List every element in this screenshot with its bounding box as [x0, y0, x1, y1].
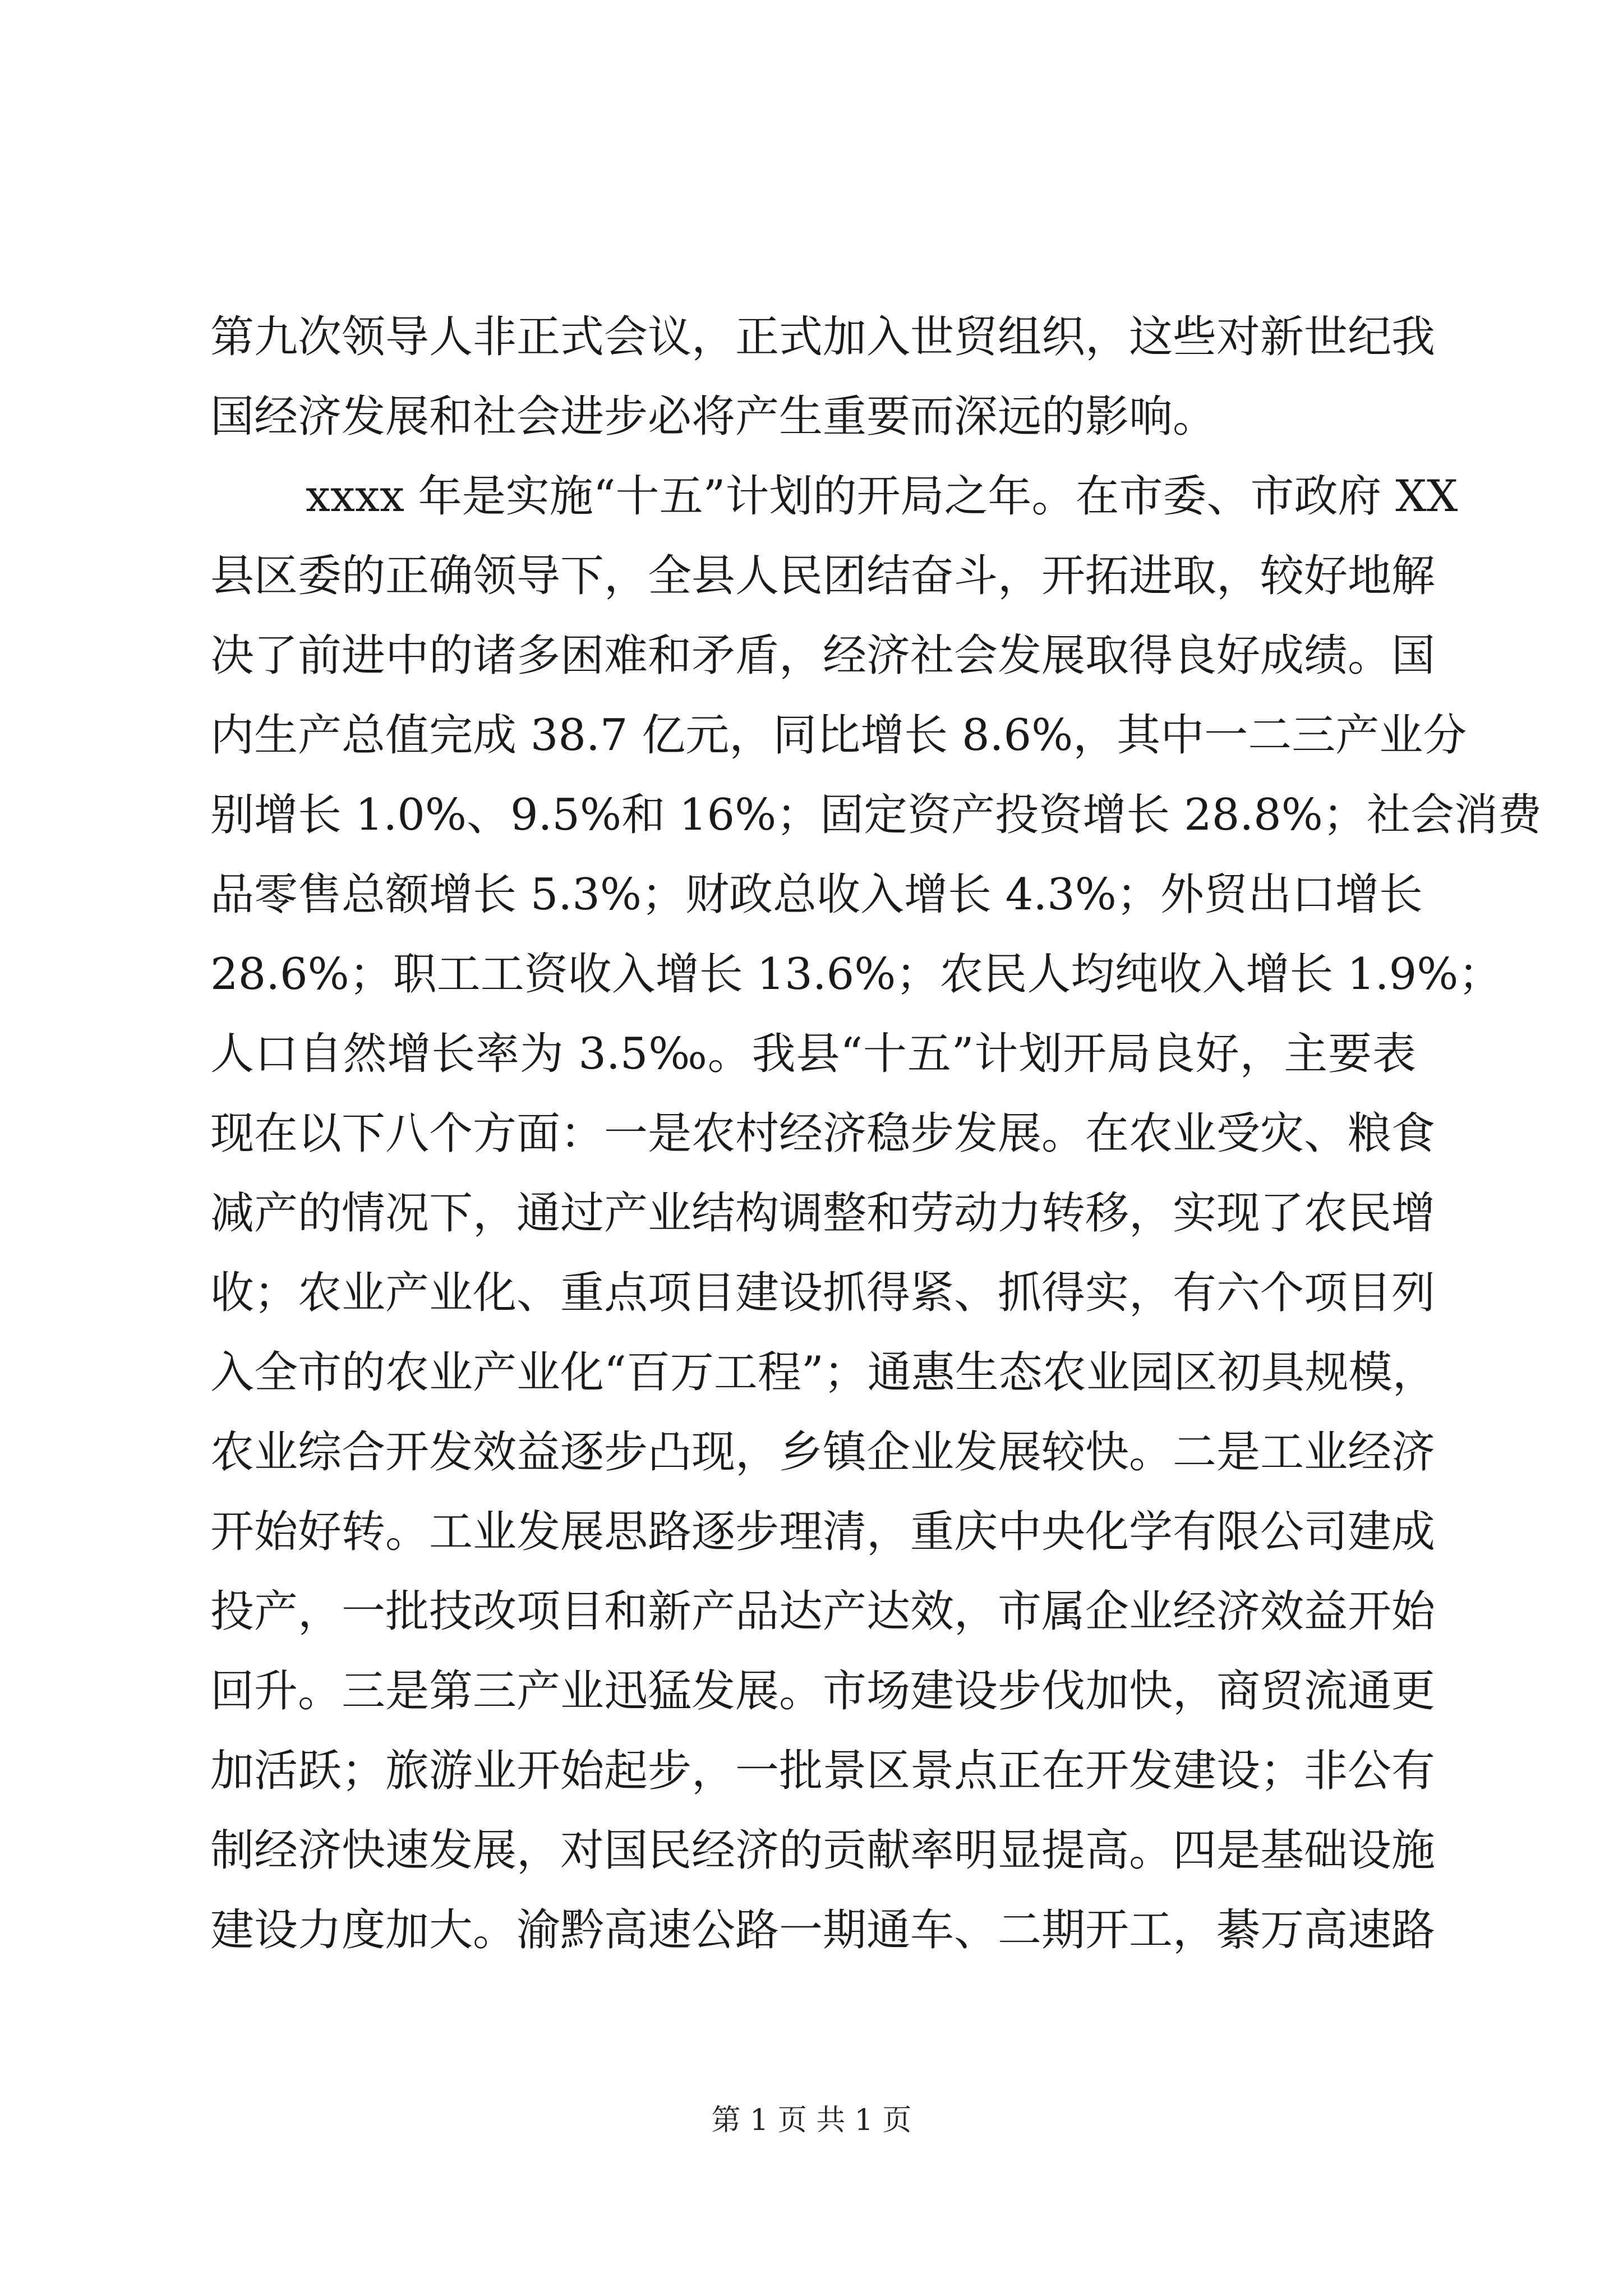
text-line: 第九次领导人非正式会议，正式加入世贸组织，这些对新世纪我: [210, 312, 1436, 362]
text-line: 28.6%；职工工资收入增长 13.6%；农民人均纯收入增长 1.9%；: [210, 949, 1502, 1000]
text-line: 投产，一批技改项目和新产品达产达效，市属企业经济效益开始: [210, 1586, 1436, 1637]
text-line: 建设力度加大。渝黔高速公路一期通车、二期开工，綦万高速路: [210, 1905, 1436, 1955]
text-line: 开始好转。工业发展思路逐步理清，重庆中央化学有限公司建成: [210, 1507, 1436, 1557]
text-line: 决了前进中的诸多困难和矛盾，经济社会发展取得良好成绩。国: [210, 631, 1436, 681]
text-line: 农业综合开发效益逐步凸现，乡镇企业发展较快。二是工业经济: [210, 1427, 1436, 1478]
text-line: 制经济快速发展，对国民经济的贡献率明显提高。四是基础设施: [210, 1825, 1436, 1876]
text-line: 县区委的正确领导下，全县人民团结奋斗，开拓进取，较好地解: [210, 551, 1436, 601]
text-line: 现在以下八个方面：一是农村经济稳步发展。在农业受灾、粮食: [210, 1108, 1436, 1159]
text-line: 加活跃；旅游业开始起步，一批景区景点正在开发建设；非公有: [210, 1746, 1436, 1796]
text-line: 减产的情况下，通过产业结构调整和劳动力转移，实现了农民增: [210, 1188, 1436, 1239]
text-line: 内生产总值完成 38.7 亿元，同比增长 8.6%，其中一二三产业分: [210, 710, 1467, 761]
text-line: 品零售总额增长 5.3%；财政总收入增长 4.3%；外贸出口增长: [210, 869, 1423, 920]
text-line: 别增长 1.0%、9.5%和 16%；固定资产投资增长 28.8%；社会消费: [210, 790, 1542, 840]
text-line: 国经济发展和社会进步必将产生重要而深远的影响。: [210, 392, 1217, 442]
text-line: 入全市的农业产业化“百万工程”；通惠生态农业园区初具规模，: [210, 1347, 1436, 1398]
page-number-footer: 第 1 页 共 1 页: [711, 2104, 912, 2137]
text-line: 回升。三是第三产业迅猛发展。市场建设步伐加快，商贸流通更: [210, 1666, 1436, 1717]
body-text: [210, 297, 1542, 1970]
text-line: xxxx 年是实施“十五”计划的开局之年。在市委、市政府 XX: [306, 471, 1458, 522]
text-line: 收；农业产业化、重点项目建设抓得紧、抓得实，有六个项目列: [210, 1268, 1436, 1318]
text-line: 人口自然增长率为 3.5‰。我县“十五”计划开局良好，主要表: [210, 1029, 1416, 1079]
